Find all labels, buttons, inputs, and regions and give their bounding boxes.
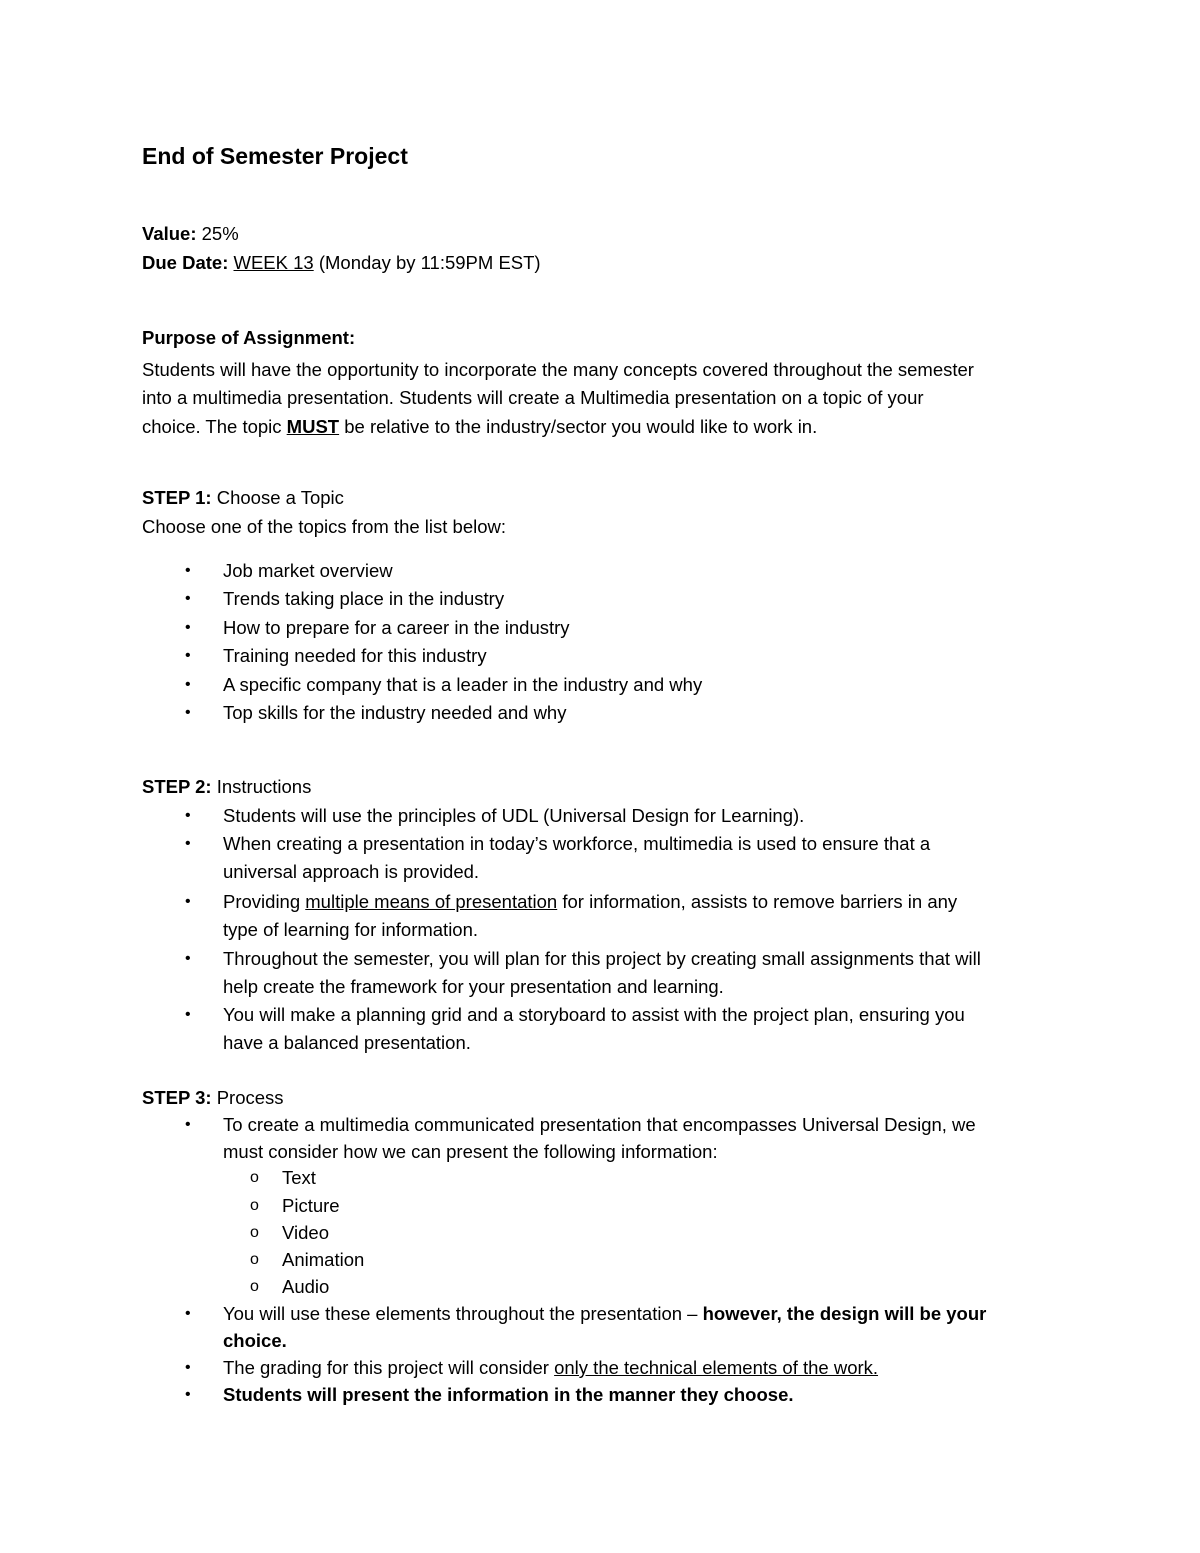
purpose-must: MUST [286,416,340,437]
value-line [142,220,239,248]
purpose-heading: Purpose of Assignment: [142,327,356,348]
bullet-icon: • [185,835,191,852]
due-date-week: WEEK 13 [233,252,314,273]
step3-heading [142,1084,284,1112]
step1-intro: Choose one of the topics from the list below: [142,516,507,537]
process-item [223,1300,986,1328]
sub-bullet-icon: o [250,1169,259,1186]
process-item-start: You will use these elements throughout the presentation – [223,1303,703,1324]
instruction-item-end: for information, assists to remove barriers in any [557,891,958,912]
process-item-cont: choice. [223,1330,287,1351]
process-item-start: The grading for this project will consider [223,1357,555,1378]
instruction-item-cont: type of learning for information. [223,919,479,940]
bullet-icon: • [185,1359,191,1376]
instruction-item-start: Providing [223,891,306,912]
bullet-icon: • [185,807,191,824]
media-item: Picture [282,1195,340,1216]
purpose-line-3-end: be relative to the industry/sector you would like to work in. [339,416,818,437]
value-label: Value: [142,223,197,244]
step1-label: STEP 1: [142,487,212,508]
purpose-line-2: into a multimedia presentation. Students will create a Multimedia presentation on a topic of your [142,387,924,408]
process-item: Students will present the information in the manner they choose. [223,1384,794,1405]
topic-item: Trends taking place in the industry [223,588,505,609]
instruction-item: You will make a planning grid and a storyboard to assist with the project plan, ensuring you [223,1004,965,1025]
sub-bullet-icon: o [250,1251,259,1268]
step2-heading [142,773,311,801]
due-date-label: Due Date: [142,252,229,273]
value-text: 25% [196,223,239,244]
step2-text: Instructions [211,776,312,797]
instruction-item-cont: have a balanced presentation. [223,1032,471,1053]
step1-heading [142,484,344,512]
topic-item: Training needed for this industry [223,645,487,666]
purpose-line-1: Students will have the opportunity to incorporate the many concepts covered throughout the semester [142,359,974,380]
process-item-bold: however, the design will be your [702,1303,987,1324]
instruction-underlined: multiple means of presentation [305,891,558,912]
media-item: Video [282,1222,329,1243]
bullet-icon: • [185,1305,191,1322]
bullet-icon: • [185,562,191,579]
sub-bullet-icon: o [250,1197,259,1214]
step3-text: Process [211,1087,284,1108]
sub-bullet-icon: o [250,1224,259,1241]
media-item: Animation [282,1249,365,1270]
bullet-icon: • [185,1386,191,1403]
step1-text: Choose a Topic [211,487,344,508]
instruction-item-cont: help create the framework for your presentation and learning. [223,976,724,997]
instruction-item: Students will use the principles of UDL (Universal Design for Learning). [223,805,805,826]
bullet-icon: • [185,704,191,721]
bullet-icon: • [185,619,191,636]
bullet-icon: • [185,950,191,967]
bullet-icon: • [185,1116,191,1133]
topic-item: A specific company that is a leader in the industry and why [223,674,703,695]
topic-item: Job market overview [223,560,393,581]
instruction-item: Throughout the semester, you will plan for this project by creating small assignments that will [223,948,981,969]
media-item: Text [282,1167,316,1188]
instruction-item-cont: universal approach is provided. [223,861,480,882]
bullet-icon: • [185,647,191,664]
bullet-icon: • [185,676,191,693]
bullet-icon: • [185,590,191,607]
purpose-line-3-start: choice. The topic [142,416,287,437]
process-item-underlined: only the technical elements of the work. [554,1357,879,1378]
bullet-icon: • [185,893,191,910]
topic-item: How to prepare for a career in the industry [223,617,570,638]
instruction-item [223,888,957,916]
due-date-line [142,249,541,277]
process-item [223,1354,878,1382]
process-item-cont: must consider how we can present the following information: [223,1141,718,1162]
process-item: To create a multimedia communicated presentation that encompasses Universal Design, we [223,1114,976,1135]
page-title: End of Semester Project [142,143,408,169]
topic-item: Top skills for the industry needed and why [223,702,567,723]
step3-label: STEP 3: [142,1087,212,1108]
due-date-rest: (Monday by 11:59PM EST) [313,252,541,273]
sub-bullet-icon: o [250,1278,259,1295]
media-item: Audio [282,1276,330,1297]
bullet-icon: • [185,1006,191,1023]
step2-label: STEP 2: [142,776,212,797]
instruction-item: When creating a presentation in today’s workforce, multimedia is used to ensure that a [223,833,931,854]
purpose-line-3 [142,413,817,441]
